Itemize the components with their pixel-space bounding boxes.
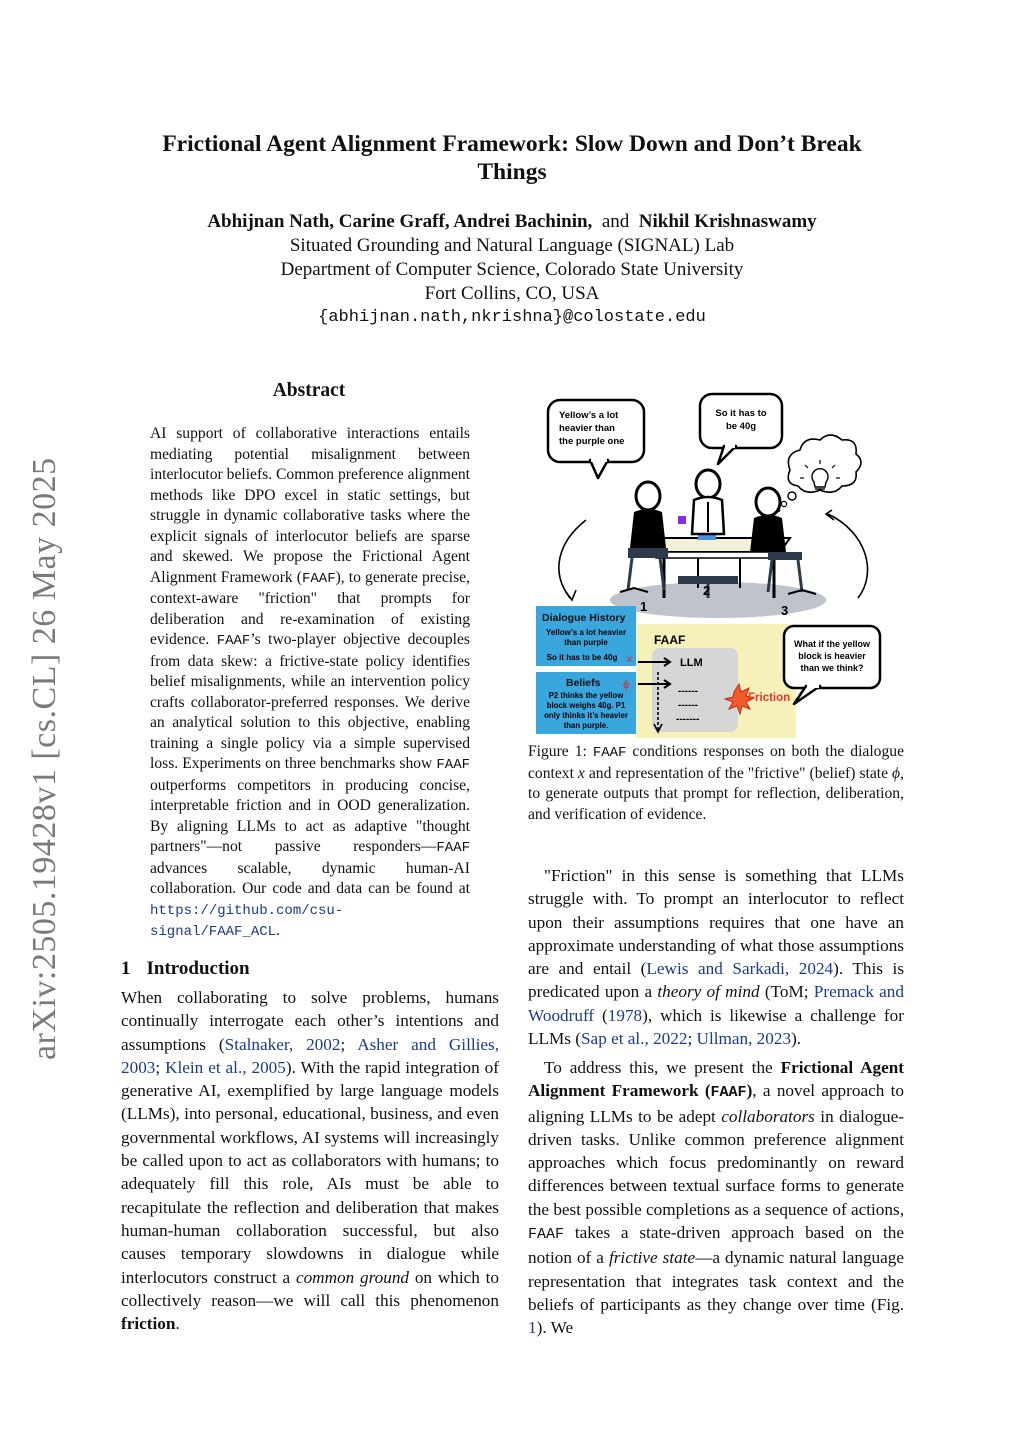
arxiv-side-label: arXiv:2505.19428v1 [cs.CL] 26 May 2025 <box>26 457 63 1060</box>
caption-text: , to generate outputs that prompt for reflection, deliberation, and verification of evidence. <box>528 764 905 823</box>
llm-dash-2: ------ <box>678 700 698 711</box>
history-line-1: Yellow’s a lot heavier <box>545 628 627 637</box>
bubble-left-line-1: Yellow’s a lot <box>559 410 619 421</box>
faaf-intro-paragraph <box>528 1056 904 1340</box>
body-emphasis: collaborators <box>721 1106 815 1126</box>
body-text: ). This is predicated upon a <box>528 959 905 1002</box>
faaf-term: FAAF <box>302 570 336 587</box>
affiliation-lab: Situated Grounding and Natural Language (SIGNAL) Lab <box>289 235 735 256</box>
caption-x-symbol: x <box>577 764 585 782</box>
affiliation-location: Fort Collins, CO, USA <box>424 283 600 304</box>
affiliation-dept: Department of Computer Science, Colorado State University <box>280 259 744 280</box>
body-bold: Frictional Agent Alignment Framework ( <box>528 1058 904 1101</box>
body-text: —a dynamic natural language representation that integrates task context and the beliefs of participants as they change over time (Fig. <box>528 1248 904 1314</box>
beliefs-line-4: than purple. <box>563 721 609 730</box>
body-text: in dialogue-driven tasks. Unlike common preference alignment approaches which focus predominantly on reward differences between textual surface forms to generate the best possible completions as a sequence of actions, <box>528 1106 904 1219</box>
citation-sap[interactable]: Sap et al., 2022 <box>581 1029 688 1049</box>
speech-bubble-middle <box>700 394 782 464</box>
code-link[interactable]: https://github.com/csu-signal/FAAF_ACL <box>150 902 344 940</box>
abstract-text-2: ), to generate precise, context-aware "friction" that prompts for deliberation and re-examination of existing evidence. <box>150 568 471 648</box>
x-symbol: x <box>627 654 632 665</box>
citation-stalnaker[interactable]: Stalnaker, 2002 <box>224 1034 341 1054</box>
title-line-2: Things <box>477 159 547 185</box>
thought-bubble <box>776 435 861 512</box>
caption-text: conditions responses on both the dialogue context <box>528 743 904 782</box>
bubble-left-line-2: heavier than <box>559 423 615 434</box>
abstract-text-6: . <box>276 922 280 939</box>
figure-1-illustration <box>528 392 904 738</box>
faaf-term: FAAF <box>592 745 627 761</box>
intro-sep: ; <box>155 1057 166 1077</box>
faaf-term: FAAF <box>216 633 251 649</box>
friction-paragraph: "Friction" in this sense is something that LLMs struggle with. To prompt an interlocutor to reflect upon their assumptions requires that one have an approximate understanding of what those assumptions are and entail (Lewis and Sarkadi, 2024). This is predicated upon a theory of mind (ToM; Premack and Woodruff (1978), which is likewise a challenge for LLMs (Sap et al., 2022; Ullman, 2023). <box>528 866 905 1049</box>
intro-text: . <box>175 1314 180 1334</box>
seat-label-1: 1 <box>640 599 648 614</box>
body-bold: ) <box>746 1081 753 1101</box>
intro-emphasis: common ground <box>295 1267 410 1287</box>
author-list <box>100 210 924 234</box>
section-title: Introduction <box>146 958 250 979</box>
abstract-text-5: advances scalable, dynamic human-AI collaboration. Our code and data can be found at <box>150 859 470 897</box>
caption-text: and representation of the "frictive" (belief) state <box>584 764 893 782</box>
caption-phi-symbol: ϕ <box>892 764 901 782</box>
beliefs-line-2: block weighs 40g. P1 <box>546 701 626 710</box>
citation-ullman[interactable]: Ullman, 2023 <box>696 1029 792 1049</box>
author-email: {abhijnan.nath,nkrishna}@colostate.edu <box>318 308 706 327</box>
title-line-1: Frictional Agent Alignment Framework: Slow Down and Don’t Break <box>162 131 862 157</box>
bubble-mid-line-1: So it has to <box>715 408 767 419</box>
arrow-right-curve <box>828 514 868 598</box>
speech-bubble-right <box>784 626 880 704</box>
body-text: To address this, we present the <box>544 1058 781 1077</box>
abstract-text-1: AI support of collaborative interactions entails mediating potential misalignment between interlocutor beliefs. Common preference alignment methods like DPO excel in static settings, but struggle in dynamic collaborative tasks where the explicit signals of interlocutor beliefs are sparse and skewed. We propose the Frictional Agent Alignment Framework ( <box>150 425 470 586</box>
history-line-2: than purple <box>564 638 608 647</box>
paper-header <box>100 130 924 330</box>
history-line-3: So it has to be 40g <box>546 653 618 662</box>
citation-lewis-sarkadi[interactable]: Lewis and Sarkadi, 2024 <box>646 959 834 979</box>
purple-block <box>678 516 686 524</box>
llm-dash-3: ------- <box>676 714 700 725</box>
authors-first: Abhijnan Nath, Carine Graff, Andrei Bachinin, <box>207 211 593 232</box>
figure-reference[interactable]: 1 <box>528 1318 537 1338</box>
abstract-body <box>150 424 470 943</box>
bubble-right-line-3: than we think? <box>800 663 864 673</box>
beliefs-title: Beliefs <box>566 677 601 689</box>
bubble-left-line-3: the purple one <box>559 436 625 447</box>
arrow-left-curve <box>559 520 586 598</box>
llm-dash-1: ------ <box>678 686 698 697</box>
phi-symbol: ϕ <box>623 679 630 691</box>
body-text: ), which is likewise a challenge for LLMs ( <box>528 1005 904 1049</box>
participant-2-figure <box>678 470 738 598</box>
authors-and: and <box>601 211 630 232</box>
body-emphasis: frictive state <box>608 1248 696 1268</box>
faaf-term: FAAF <box>436 757 470 773</box>
beliefs-line-3: only thinks it’s heavier <box>544 711 628 720</box>
participant-1-figure <box>620 482 668 592</box>
body-emphasis: theory of mind <box>657 982 760 1002</box>
paper-title <box>100 130 924 186</box>
bubble-right-line-1: What if the yellow <box>793 639 871 649</box>
intro-paragraph <box>121 986 499 1335</box>
dialogue-history-title: Dialogue History <box>542 612 626 624</box>
body-text: (ToM; <box>759 982 814 1002</box>
section-heading-introduction <box>121 958 266 980</box>
body-text: takes a state-driven approach based on the notion of a <box>528 1223 904 1268</box>
faaf-label: FAAF <box>654 633 686 647</box>
figure-1-caption <box>528 742 904 825</box>
intro-bold-friction: friction <box>121 1314 176 1334</box>
speech-bubble-left <box>548 400 644 478</box>
citation-asher-gillies[interactable]: Asher and Gillies, 2003 <box>121 1034 500 1077</box>
authors-last: Nikhil Krishnaswamy <box>638 211 817 232</box>
body-text: , a novel approach to aligning LLMs to be adept <box>528 1081 904 1126</box>
intro-text: on which to collectively reason—we will call this phenomenon <box>121 1267 500 1310</box>
intro-sep: ; <box>340 1034 358 1054</box>
caption-text: Figure 1: <box>528 743 593 760</box>
citation-klein[interactable]: Klein et al., 2005 <box>165 1057 286 1077</box>
intro-text: ). With the rapid integration of generative AI, exemplified by large language models (LLMs), into personal, educational, business, and even governmental workflows, AI systems will increasingly be called upon to act as collaborators with humans; to adequately fill this role, AIs must be able to recapitulate the reflection and deliberation that makes human-human collaboration successful, but also causes temporary slowdowns in dialogue while interlocutors construct a <box>121 1057 499 1287</box>
body-sep: ; <box>687 1029 697 1049</box>
friction-label: Friction <box>748 692 791 704</box>
body-text: ). We <box>536 1318 574 1338</box>
intro-text: When collaborating to solve problems, humans continually interrogate each other’s intentions and assumptions ( <box>121 988 499 1054</box>
abstract-text-3: ’s two-player objective decouples from data skew: a frictive-state policy identifies belief misalignments, while an intervention policy crafts collaborator-preferred responses. We derive an analytical solution to this objective, enabling training a single policy via a simple supervised loss. Experiments on three benchmarks show <box>150 631 470 772</box>
abstract-heading: Abstract <box>272 380 346 401</box>
faaf-term: FAAF <box>710 1084 747 1102</box>
seat-label-2: 2 <box>703 583 711 598</box>
citation-premack-woodruff[interactable]: Premack and Woodruff <box>528 982 904 1025</box>
abstract-text-4: outperforms competitors in producing concise, interpretable friction and in OOD generalization. By aligning LLMs to act as adaptive "thought partners"—not passive responders— <box>150 776 470 855</box>
section-number: 1 <box>121 958 131 979</box>
body-text: ). <box>791 1029 802 1049</box>
llm-label: LLM <box>680 657 703 669</box>
beliefs-line-1: P2 thinks the yellow <box>548 691 624 700</box>
bubble-right-line-2: block is heavier <box>798 651 866 661</box>
faaf-term: FAAF <box>528 1226 565 1244</box>
bubble-mid-line-2: be 40g <box>725 421 757 432</box>
citation-premack-year[interactable]: 1978 <box>607 1005 643 1025</box>
faaf-term: FAAF <box>436 840 470 856</box>
body-text: "Friction" in this sense is something that LLMs struggle with. To prompt an interlocutor to reflect upon their assumptions requires that one have an approximate understanding of what those assumptions are and entail ( <box>528 866 904 979</box>
seat-label-3: 3 <box>781 603 789 618</box>
